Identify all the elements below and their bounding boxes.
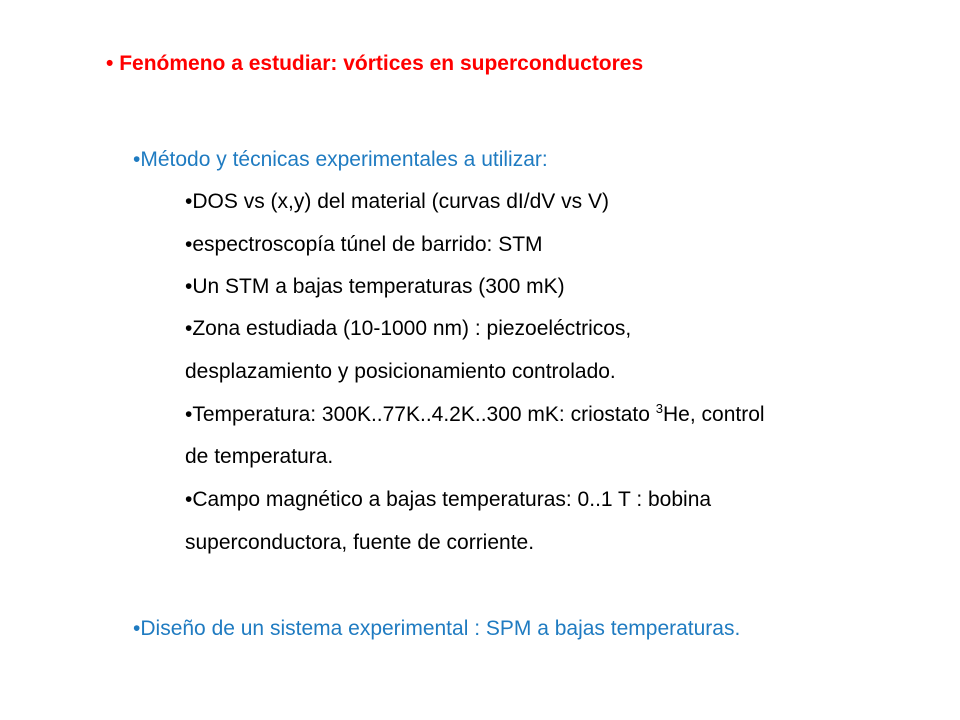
method-item-stm bbox=[185, 232, 543, 258]
bullet: • bbox=[185, 317, 193, 340]
method-heading-text: Método y técnicas experimentales a utilizar: bbox=[140, 148, 548, 171]
item-text-after: He, control bbox=[663, 403, 765, 426]
method-item-temperatura bbox=[185, 402, 765, 428]
bullet: • bbox=[185, 403, 193, 426]
design-text: Diseño de un sistema experimental : SPM a bajas temperaturas. bbox=[140, 617, 741, 640]
item-text-cont: desplazamiento y posicionamiento controlado. bbox=[185, 360, 616, 383]
method-item-dos bbox=[185, 189, 609, 215]
method-item-low-temp-stm bbox=[185, 274, 565, 300]
design-bullet: • bbox=[133, 617, 141, 640]
item-text: DOS vs (x,y) del material (curvas dI/dV vs V) bbox=[192, 190, 609, 213]
item-text: espectroscopía túnel de barrido: STM bbox=[192, 233, 543, 256]
bullet: • bbox=[185, 275, 193, 298]
method-item-temperatura-cont bbox=[185, 444, 333, 470]
method-item-campo bbox=[185, 487, 711, 513]
bullet: • bbox=[185, 190, 193, 213]
item-text: Campo magnético a bajas temperaturas: 0..1 T : bobina bbox=[192, 488, 712, 511]
design-line bbox=[133, 616, 740, 642]
slide-title bbox=[106, 51, 643, 77]
method-item-zona-cont bbox=[185, 359, 616, 385]
method-heading bbox=[133, 147, 548, 173]
bullet: • bbox=[185, 233, 193, 256]
item-text-cont: superconductora, fuente de corriente. bbox=[185, 531, 535, 554]
title-bullet: • bbox=[106, 52, 114, 75]
method-bullet: • bbox=[133, 148, 141, 171]
superscript: 3 bbox=[655, 401, 664, 416]
item-text: Zona estudiada (10-1000 nm) : piezoeléctricos, bbox=[192, 317, 632, 340]
title-text: Fenómeno a estudiar: vórtices en superconductores bbox=[119, 52, 644, 75]
method-item-campo-cont bbox=[185, 530, 534, 556]
item-text: Temperatura: 300K..77K..4.2K..300 mK: criostato bbox=[192, 403, 656, 426]
item-text: Un STM a bajas temperaturas (300 mK) bbox=[192, 275, 565, 298]
item-text-cont: de temperatura. bbox=[185, 445, 334, 468]
bullet: • bbox=[185, 488, 193, 511]
method-item-zona bbox=[185, 316, 631, 342]
